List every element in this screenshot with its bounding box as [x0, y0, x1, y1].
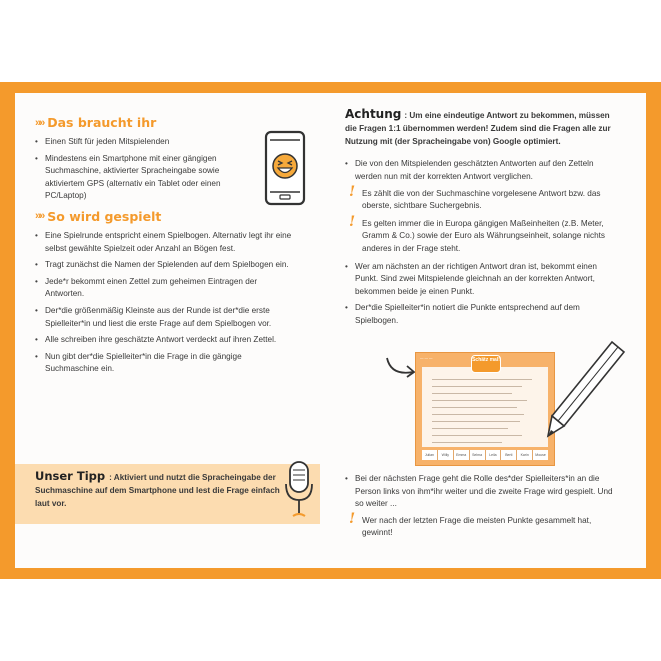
player-name: Leila	[486, 450, 502, 460]
pencil-icon	[544, 340, 626, 440]
microphone-icon	[283, 460, 317, 522]
rules-list-2	[345, 261, 620, 328]
list-item: • Wer am nächsten an der richtigen Antwort dran ist, bekommt einen Punkt. Sind zwei Mitspielende gleichnah an der korrekten Antwort, bekommen beide je einen Punkt.	[345, 261, 620, 299]
rules-list	[345, 158, 620, 183]
rules-list-3	[345, 473, 620, 511]
right-column	[345, 108, 620, 332]
achtung-title: Achtung	[345, 107, 402, 121]
list-item: • Der*die größenmäßig Kleinste aus der Runde ist der*die erste Spielleiter*in und liest die erste Frage auf dem Spielbogen vor.	[35, 305, 297, 330]
player-name: Karin	[517, 450, 533, 460]
card-tag: — — —	[420, 356, 433, 360]
needs-heading	[35, 115, 315, 130]
tip-box	[15, 464, 320, 524]
list-item: • Eine Spielrunde entspricht einem Spielbogen. Alternativ legt ihr eine selbst gewählte Spielzeit oder Anzahl an Bögen fest.	[35, 230, 297, 255]
list-item: • Der*die Spielleiter*in notiert die Punkte entsprechend auf dem Spielbogen.	[345, 302, 620, 327]
exclamation-icon: !	[349, 213, 356, 230]
player-name: Selma	[470, 450, 486, 460]
player-name: Emma	[454, 450, 470, 460]
list-item: • Alle schreiben ihre geschätzte Antwort verdeckt auf ihren Zettel.	[35, 334, 297, 347]
list-item: • Jede*r bekommt einen Zettel zum geheimen Eintragen der Antworten.	[35, 276, 297, 301]
double-chevron-icon: »»	[35, 210, 44, 223]
right-column-bottom	[345, 473, 620, 545]
card-questions-area	[422, 367, 548, 447]
list-item: • Einen Stift für jeden Mitspielenden	[35, 136, 240, 149]
needs-title: Das braucht ihr	[47, 115, 157, 130]
warning-item	[349, 213, 620, 256]
double-chevron-icon: »»	[35, 116, 44, 129]
list-item: • Mindestens ein Smartphone mit einer gängigen Suchmaschine, aktivierter Spracheingabe sowie aktiviertem GPS (alternativ ein Tablet oder einen PC/Laptop)	[35, 153, 240, 203]
list-item: • Die von den Mitspielenden geschätzten Antworten auf den Zetteln werden nun mit der korrekten Antwort verglichen.	[345, 158, 620, 183]
list-item: • Bei der nächsten Frage geht die Rolle des*der Spielleiters*in an die Person links von ihm*ihr weiter und die zweite Frage wird gespielt. Und so weiter ...	[345, 473, 620, 511]
laughing-smartphone-icon	[262, 130, 310, 210]
player-name: Willy	[438, 450, 454, 460]
game-sheet-illustration	[415, 352, 555, 466]
warning-text: Es zählt die von der Suchmaschine vorgelesene Antwort bzw. das oberste, sichtbare Suchergebnis.	[362, 188, 601, 211]
howto-heading	[35, 209, 315, 224]
howto-list	[35, 230, 297, 376]
player-name: Mouse	[535, 453, 546, 457]
player-name: Berti	[501, 450, 517, 460]
warning-text: Es gelten immer die in Europa gängigen Maßeinheiten (z.B. Meter, Gramm & Co.) sowie der Euro als Währungseinheit, solange nichts anderes in der Frage steht.	[362, 218, 606, 253]
warning-item	[349, 510, 620, 540]
needs-list	[35, 136, 240, 203]
achtung-note	[345, 108, 620, 148]
warning-item	[349, 183, 620, 213]
exclamation-icon: !	[349, 183, 356, 200]
achtung-body: : Um eine eindeutige Antwort zu bekommen, müssen die Fragen 1:1 übernommen werden! Zudem sind die Fragen alle zur Nutzung mit (der Spracheingabe von) Google optimiert.	[345, 111, 611, 146]
card-name-row	[422, 450, 548, 460]
player-name: Julian	[422, 450, 438, 460]
tip-text	[35, 470, 280, 510]
warning-text: Wer nach der letzten Frage die meisten Punkte gesammelt hat, gewinnt!	[362, 515, 592, 538]
exclamation-icon: !	[349, 510, 356, 527]
howto-title: So wird gespielt	[47, 208, 162, 224]
list-item: • Nun gibt der*die Spielleiter*in die Frage in die gängige Suchmaschine ein.	[35, 351, 297, 376]
tip-title: Unser Tipp	[35, 469, 106, 483]
card-logo: Schätz mal!	[471, 355, 501, 373]
tip-body: : Aktiviert und nutzt die Spracheingabe der Suchmaschine auf dem Smartphone und lest die Frage einfach laut vor.	[35, 473, 280, 508]
list-item: • Tragt zunächst die Namen der Spielenden auf dem Spielbogen ein.	[35, 259, 297, 272]
